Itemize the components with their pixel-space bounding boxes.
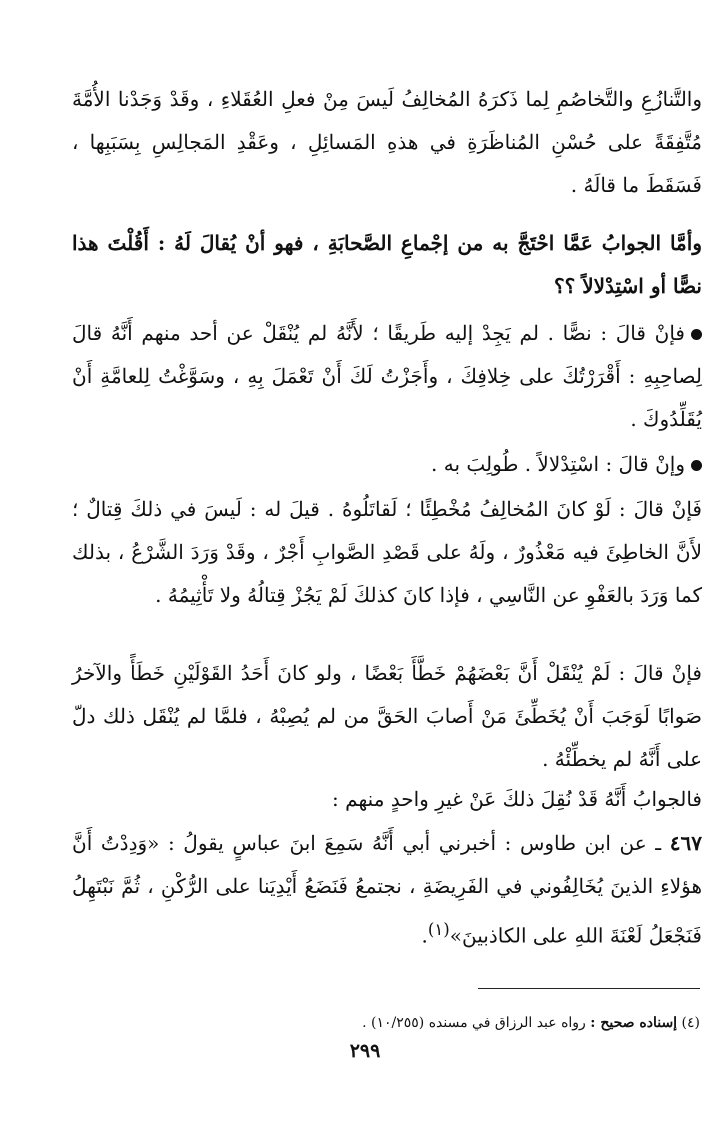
- paragraph-text: فإنْ قالَ : لَمْ يُنْقَلْ أَنَّ بَعْضَهُمْ خَطَّأَ بَعْضًا ، ولو كانَ أَحَدُ القَوْلَيْنِ خَطَأً والآخرُ صَوابًا لَوَجَبَ أَنْ يُخَطِّئَ مَنْ أَصابَ الحَقَّ من لم يُصِبْهُ ، فلمَّا لم يُنْقَل ذلك دلّ على أَنَّهُ لم يخطِّئْهُ .: [72, 661, 702, 771]
- paragraph-4: [72, 443, 702, 486]
- question-heading: وأمَّا الجوابُ عَمَّا احْتَجَّ به من إجْماعِ الصَّحابَةِ ، فهو أنْ يُقالَ لَهُ : أَقُلْتَ هذا نصًّا أو اسْتِدْلالاً ؟؟: [72, 231, 702, 298]
- footnote-text: رواه عبد الرزاق في مسنده (١٠/٢٥٥) .: [362, 1015, 586, 1031]
- bullet-icon: [691, 329, 702, 340]
- paragraph-3: [72, 312, 702, 441]
- paragraph-5: [72, 488, 702, 617]
- paragraph-text: فالجوابُ أَنَّهُ قَدْ نُقِلَ ذلكَ عَنْ غيرِ واحدٍ منهم :: [332, 787, 702, 811]
- paragraph-text: فإنْ قالَ : نصًّا . لم يَجِدْ إليه طَريقًا ؛ لأَنَّهُ لم يُنْقَلْ عن أحد منهم أَنَّهُ قالَ لِصاحِبِهِ : أَقْرَرْتُكَ على خِلافِكَ ، وأَجَزْتُ لَكَ أَنْ تَعْمَلَ بِهِ ، وسَوَّغْتُ لِلعامَّةِ أَنْ يُقَلِّدُوكَ .: [72, 321, 702, 431]
- footnote: [300, 1012, 700, 1034]
- page-number: ٢٩٩: [349, 1040, 381, 1062]
- paragraph-1: [72, 78, 702, 207]
- paragraph-text: والتَّنازُعِ والتَّخاصُمِ لِما ذَكرَهُ المُخالِفُ لَيسَ مِنْ فعلِ العُقَلاءِ ، وقَدْ وَجَدْنا الأُمَّةَ مُتَّفِقَةً على حُسْنِ المُناظَرَةِ في هذهِ المَسائِلِ ، وعَقْدِ المَجالِسِ بِسَبَبِها ، فَسَقَطَ ما قالَهُ .: [72, 87, 702, 197]
- hadith-number: ٤٦٧: [669, 831, 702, 855]
- paragraph-text: وإنْ قالَ : اسْتِدْلالاً . طُولِبَ به .: [431, 452, 685, 476]
- hadith-block: ٤٦٧ ـ عن ابن طاوس : أخبرني أبي أَنَّهُ سَمِعَ ابنَ عباسٍ يقولُ : «وَدِدْتُ أَنَّ هؤلاءِ الذينَ يُخَالِفُوني في الفَرِيضَةِ ، نجتمعُ فَنَضَعُ أَيْدِيَنا على الرُّكْنِ ، ثُمَّ نَبْتَهِلُ فَنَجْعَلُ لَعْنَةَ اللهِ على الكاذبينَ»$^{(١)}$.: [72, 831, 702, 948]
- footnote-label: إسناده صحيح :: [590, 1015, 678, 1031]
- bullet-icon: [691, 460, 702, 471]
- paragraph-text: فَإنْ قالَ : لَوْ كانَ المُخالِفُ مُخْطِئًا ؛ لَقاتَلُوهُ . قيلَ له : لَيسَ في ذلكَ قِتالٌ ؛ لأَنَّ الخاطِئَ فيه مَعْذُورٌ ، ولَهُ على قَصْدِ الصَّوابِ أَجْرٌ ، وقَدْ وَرَدَ الشَّرْعُ ، بذلك كما وَرَدَ بالعَفْوِ عن النَّاسِي ، فإذا كانَ كذلكَ لَمْ يَجُزْ قِتالُهُ ولا تَأْثِيمُهُ .: [72, 497, 702, 607]
- paragraph-6: [72, 652, 702, 781]
- footnote-number: (٤): [681, 1015, 700, 1031]
- footnote-divider: [478, 988, 700, 989]
- hadith-text: ـ عن ابن طاوس : أخبرني أبي أَنَّهُ سَمِعَ ابنَ عباسٍ يقولُ : «وَدِدْتُ أَنَّ هؤلاءِ الذينَ يُخَالِفُوني في الفَرِيضَةِ ، نجتمعُ فَنَضَعُ أَيْدِيَنا على الرُّكْنِ ، ثُمَّ نَبْتَهِلُ فَنَجْعَلُ لَعْنَةَ اللهِ على الكاذبينَ»: [72, 831, 702, 948]
- paragraph-7: [72, 778, 702, 821]
- footnote-marker: (١): [427, 920, 450, 939]
- paragraph-2: [72, 222, 702, 308]
